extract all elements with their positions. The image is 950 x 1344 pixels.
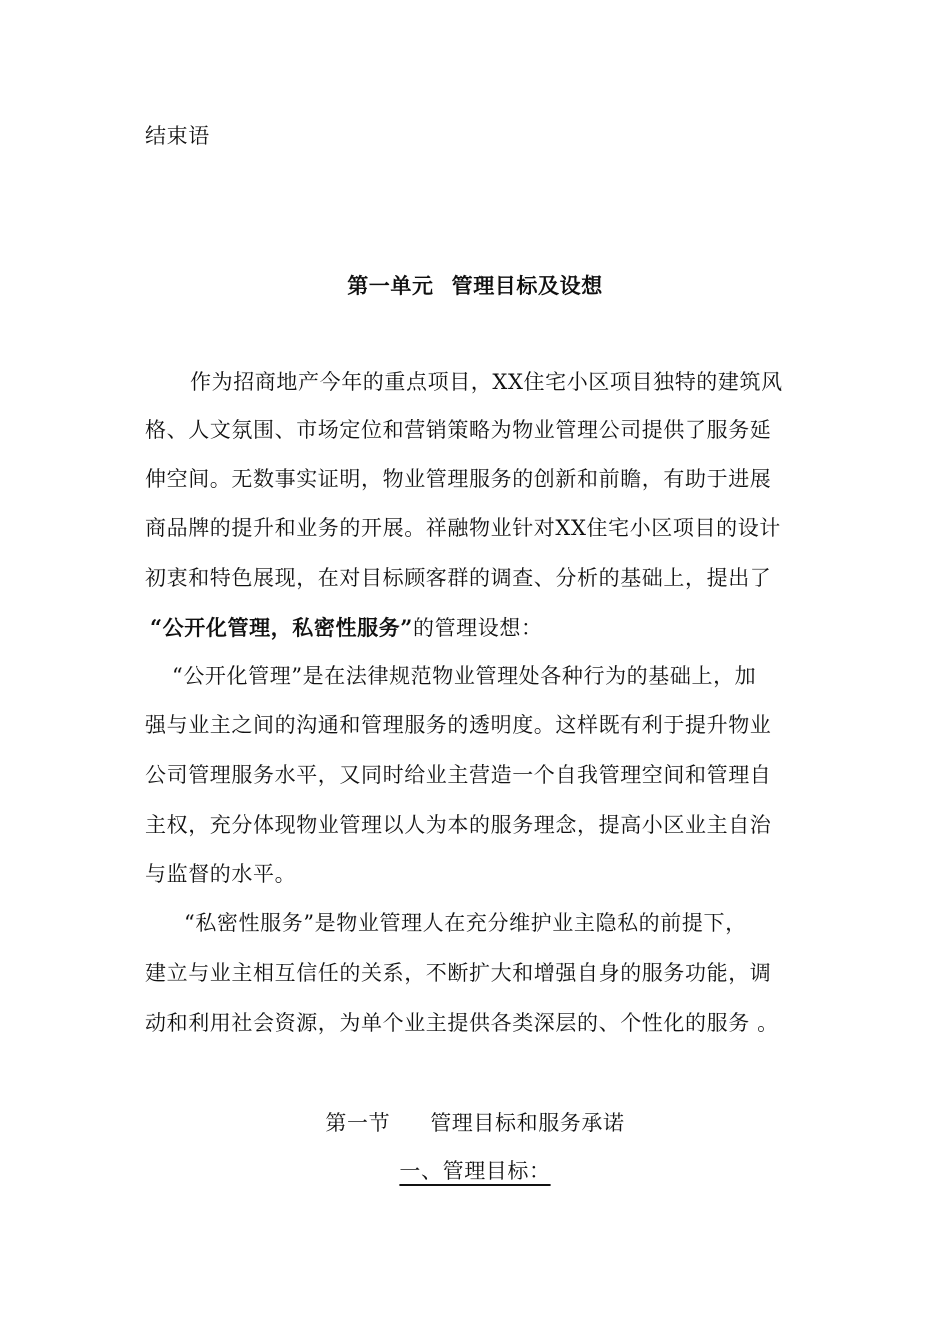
concept-tail: 的管理设想： xyxy=(412,616,543,640)
section-label: 第一节 xyxy=(325,1111,391,1135)
public-line-1: “公开化管理”是在法律规范物业管理处各种行为的基础上，加 xyxy=(172,664,757,688)
public-line-5: 与监督的水平。 xyxy=(145,862,297,886)
unit-label: 第一单元 xyxy=(347,273,434,298)
public-line-3: 公司管理服务水平，又同时给业主营造一个自我管理空间和管理自 xyxy=(145,763,772,787)
intro-line-2: 格、人文氛围、市场定位和营销策略为物业管理公司提供了服务延 xyxy=(145,418,772,442)
closing-heading: 结束语 xyxy=(145,124,210,148)
section-title-text: 管理目标和服务承诺 xyxy=(430,1111,625,1135)
management-concept: “公开化管理，私密性服务” xyxy=(150,615,413,640)
private-line-2: 建立与业主相互信任的关系，不断扩大和增强自身的服务功能，调 xyxy=(145,961,772,985)
unit-title-text: 管理目标及设想 xyxy=(451,273,603,298)
intro-line-6 xyxy=(150,614,543,642)
subsection-title: 一、管理目标： xyxy=(399,1159,551,1183)
intro-line-1: 作为招商地产今年的重点项目，XX住宅小区项目独特的建筑风 xyxy=(190,370,783,394)
section-title xyxy=(0,1107,950,1137)
unit-title xyxy=(0,270,950,300)
intro-line-5: 初衷和特色展现，在对目标顾客群的调查、分析的基础上，提出了 xyxy=(145,566,772,590)
private-line-1: “私密性服务”是物业管理人在充分维护业主隐私的前提下， xyxy=(184,911,747,935)
public-line-4: 主权，充分体现物业管理以人为本的服务理念，提高小区业主自治 xyxy=(145,813,772,837)
intro-line-4: 商品牌的提升和业务的开展。祥融物业针对XX住宅小区项目的设计 xyxy=(145,516,781,540)
private-line-3: 动和利用社会资源，为单个业主提供各类深层的、个性化的服务 。 xyxy=(145,1011,779,1035)
public-line-2: 强与业主之间的沟通和管理服务的透明度。这样既有利于提升物业 xyxy=(145,713,772,737)
intro-line-3: 伸空间。无数事实证明，物业管理服务的创新和前瞻，有助于进展 xyxy=(145,467,772,491)
